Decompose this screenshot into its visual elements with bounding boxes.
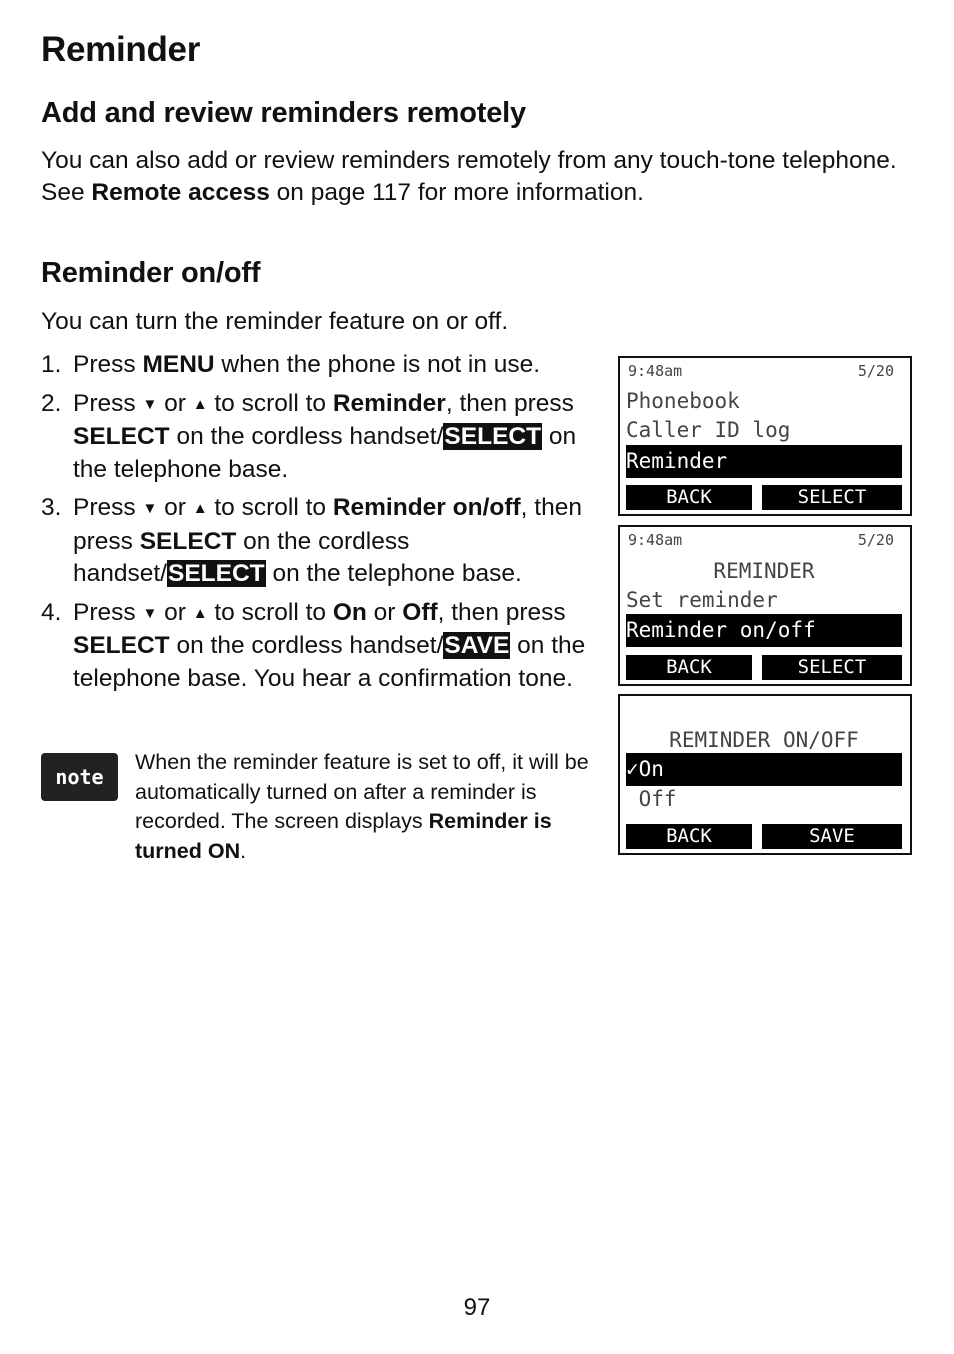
lcd-screen-onoff — [618, 694, 912, 855]
lcd-line-on-highlight: ✓On — [626, 753, 902, 786]
step-text: Press — [73, 389, 143, 417]
remote-text-1: You can also add or review reminders remotely from any touch-tone telephone. See — [41, 147, 897, 206]
key-select: SELECT — [73, 632, 170, 659]
step-2 — [41, 388, 601, 487]
step-4 — [41, 597, 601, 696]
lcd-header-reminder: REMINDER — [713, 559, 815, 583]
lcd-line-off: Off — [626, 787, 677, 811]
lcd-line-set-reminder: Set reminder — [626, 588, 778, 612]
softkey-back: BACK — [626, 824, 752, 849]
step-text: Press — [73, 598, 143, 626]
lcd-line-reminder-highlight: Reminder — [626, 445, 902, 478]
down-arrow-icon: ▼ — [142, 604, 158, 622]
softkey-back: BACK — [626, 485, 752, 510]
step-text: on the cordless handset/ — [73, 527, 410, 587]
lcd-screen-reminder-menu — [618, 525, 912, 686]
section-heading-remote: Add and review reminders remotely — [41, 97, 526, 129]
remote-text-2: on page 117 for more information. — [269, 179, 644, 206]
lcd-date: 5/20 — [857, 531, 894, 549]
up-arrow-icon: ▲ — [192, 395, 208, 413]
lcd-time: 9:48am — [628, 362, 683, 380]
note-text-2: . — [240, 838, 247, 863]
step-text: to scroll to — [207, 494, 333, 521]
lcd-line-caller-id: Caller ID log — [626, 418, 791, 442]
base-key-save: SAVE — [444, 632, 510, 659]
softkey-select: SELECT — [762, 655, 902, 680]
base-key-select: SELECT — [168, 560, 265, 587]
step-text: on the telephone base. You hear a confirmation tone. — [73, 632, 586, 692]
lcd-line-reminder-onoff-highlight: Reminder on/off — [626, 614, 902, 647]
remote-description — [41, 145, 901, 209]
step-text: Press — [73, 351, 143, 378]
step-text: on the cordless handset/ — [169, 632, 444, 659]
softkey-save: SAVE — [762, 824, 902, 849]
softkey-back: BACK — [626, 655, 752, 680]
note-text — [135, 748, 595, 866]
step-text: Press — [73, 494, 143, 521]
down-arrow-icon: ▼ — [142, 500, 158, 517]
key-menu: MENU — [142, 351, 215, 378]
section-heading-onoff: Reminder on/off — [41, 257, 261, 289]
lcd-time: 9:48am — [628, 531, 683, 549]
option-on: On — [332, 598, 367, 626]
step-text: or — [157, 494, 193, 521]
step-text: or — [157, 389, 193, 417]
option-off: Off — [402, 598, 438, 626]
step-number: 1. — [41, 351, 62, 378]
lcd-line-phonebook: Phonebook — [626, 389, 740, 413]
step-text: or — [157, 598, 193, 626]
step-number: 4. — [41, 598, 62, 626]
step-text: , then press — [437, 598, 566, 626]
step-text: on the telephone base. — [265, 560, 522, 587]
lcd-header-reminder-onoff: REMINDER ON/OFF — [669, 728, 859, 752]
step-number: 2. — [41, 389, 62, 417]
step-text: on the cordless handset/ — [169, 423, 444, 450]
step-text: to scroll to — [207, 598, 333, 626]
page-title: Reminder — [41, 30, 201, 69]
note-badge: note — [41, 753, 118, 801]
step-text: or — [366, 598, 403, 626]
base-key-select: SELECT — [444, 423, 542, 450]
key-select: SELECT — [73, 423, 170, 450]
up-arrow-icon: ▲ — [192, 500, 208, 517]
note-text-1: When the reminder feature is set to off, it will be automatically turned on after a reminder is recorded. The screen displays — [135, 750, 589, 833]
page-number: 97 — [463, 1294, 491, 1321]
down-arrow-icon: ▼ — [142, 395, 158, 413]
step-3 — [41, 492, 601, 591]
step-text: , then press — [445, 389, 574, 417]
step-text: to scroll to — [207, 389, 333, 417]
menu-item-name: Reminder — [332, 389, 446, 417]
menu-item-name: Reminder on/off — [332, 494, 521, 521]
step-text: on the telephone base. — [73, 423, 577, 483]
step-1 — [41, 349, 601, 382]
softkey-select: SELECT — [762, 485, 902, 510]
lcd-date: 5/20 — [857, 362, 894, 380]
note-bold: Reminder is turned ON — [135, 809, 552, 863]
up-arrow-icon: ▲ — [192, 604, 208, 622]
onoff-intro: You can turn the reminder feature on or off. — [41, 308, 509, 335]
key-select: SELECT — [139, 527, 237, 555]
step-number: 3. — [41, 494, 62, 521]
remote-access-link-text: Remote access — [91, 179, 270, 206]
lcd-screen-main-menu — [618, 356, 912, 516]
step-text: when the phone is not in use. — [214, 351, 541, 378]
steps-list — [41, 349, 601, 701]
step-text: , then press — [73, 494, 582, 555]
